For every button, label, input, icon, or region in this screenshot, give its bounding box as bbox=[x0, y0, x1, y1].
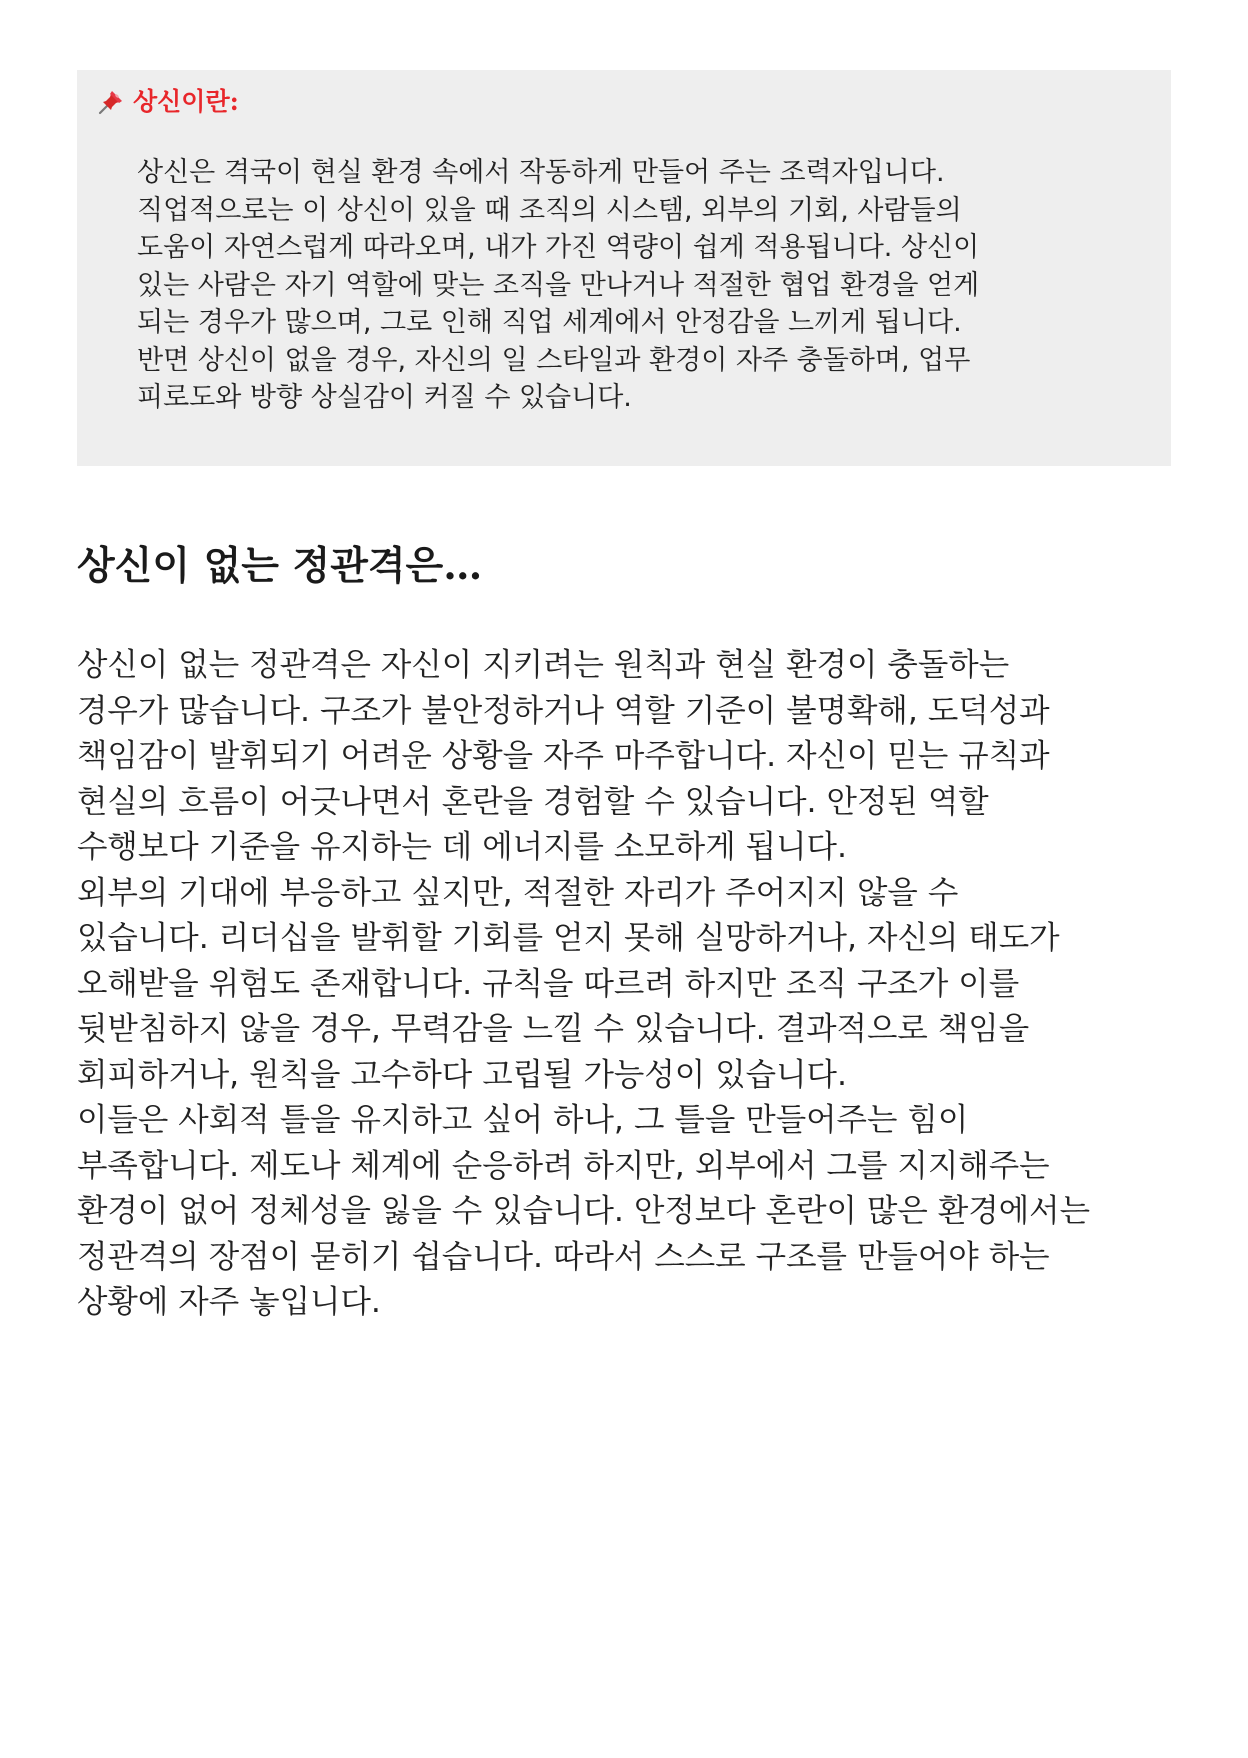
note-title: 상신이란: bbox=[133, 87, 239, 116]
body-line: 환경이 없어 정체성을 잃을 수 있습니다. 안정보다 혼란이 많은 환경에서는 bbox=[77, 1193, 1091, 1229]
body-line: 회피하거나, 원칙을 고수하다 고립될 가능성이 있습니다. bbox=[77, 1056, 847, 1093]
body-line: 경우가 많습니다. 구조가 불안정하거나 역할 기준이 불명확해, 도덕성과 bbox=[77, 692, 1050, 729]
note-line: 도움이 자연스럽게 따라오며, 내가 가진 역량이 쉽게 적용됩니다. 상신이 bbox=[137, 232, 980, 263]
body-line: 이들은 사회적 틀을 유지하고 싶어 하나, 그 틀을 만들어주는 힘이 bbox=[77, 1102, 969, 1138]
body-line: 부족합니다. 제도나 체계에 순응하려 하지만, 외부에서 그를 지지해주는 bbox=[77, 1147, 1050, 1184]
body-line: 수행보다 기준을 유지하는 데 에너지를 소모하게 됩니다. bbox=[77, 829, 847, 865]
body-line: 오해받을 위험도 존재합니다. 규칙을 따르려 하지만 조직 구조가 이를 bbox=[77, 965, 1020, 1002]
note-line: 직업적으로는 이 상신이 있을 때 조직의 시스템, 외부의 기회, 사람들의 bbox=[137, 194, 962, 226]
body-line: 외부의 기대에 부응하고 싶지만, 적절한 자리가 주어지지 않을 수 bbox=[77, 874, 959, 911]
note-line: 있는 사람은 자기 역할에 맞는 조직을 만나거나 적절한 협업 환경을 얻게 bbox=[137, 269, 980, 301]
section-body bbox=[77, 643, 1197, 1326]
note-line: 반면 상신이 없을 경우, 자신의 일 스타일과 환경이 자주 충돌하며, 업무 bbox=[137, 344, 971, 376]
section-heading: 상신이 없는 정관격은… bbox=[77, 543, 483, 589]
pushpin-icon bbox=[97, 88, 125, 116]
note-line: 피로도와 방향 상실감이 커질 수 있습니다. bbox=[137, 382, 632, 413]
body-line: 현실의 흐름이 어긋나면서 혼란을 경험할 수 있습니다. 안정된 역할 bbox=[77, 783, 989, 820]
body-line: 상신이 없는 정관격은 자신이 지키려는 원칙과 현실 환경이 충돌하는 bbox=[77, 647, 1010, 683]
body-line: 상황에 자주 놓입니다. bbox=[77, 1284, 381, 1320]
note-line: 상신은 격국이 현실 환경 속에서 작동하게 만들어 주는 조력자입니다. bbox=[137, 157, 945, 188]
body-line: 있습니다. 리더십을 발휘할 기회를 얻지 못해 실망하거나, 자신의 태도가 bbox=[77, 920, 1060, 956]
note-body bbox=[137, 154, 1147, 417]
definition-note-box bbox=[77, 70, 1171, 466]
body-line: 책임감이 발휘되기 어려운 상황을 자주 마주합니다. 자신이 믿는 규칙과 bbox=[77, 738, 1050, 774]
note-line: 되는 경우가 많으며, 그로 인해 직업 세계에서 안정감을 느끼게 됩니다. bbox=[137, 307, 962, 338]
body-line: 뒷받침하지 않을 경우, 무력감을 느낄 수 있습니다. 결과적으로 책임을 bbox=[77, 1011, 1030, 1047]
body-line: 정관격의 장점이 묻히기 쉽습니다. 따라서 스스로 구조를 만들어야 하는 bbox=[77, 1238, 1050, 1275]
note-header bbox=[97, 88, 239, 116]
